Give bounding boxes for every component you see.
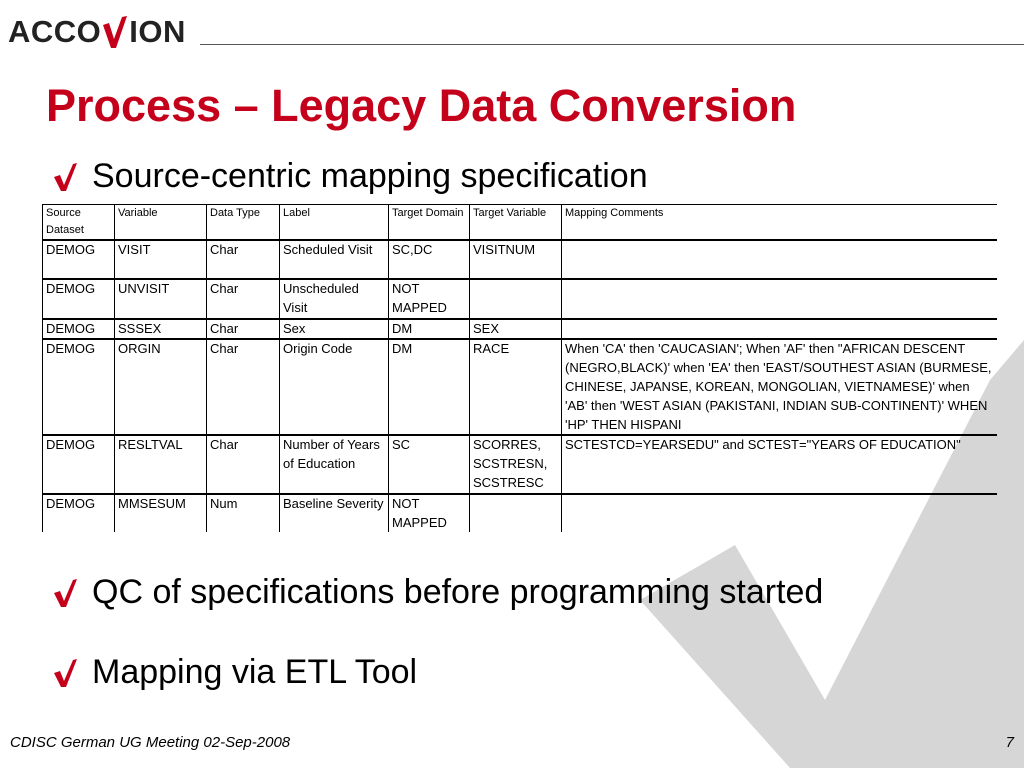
column-header: Target Variable [470,205,562,241]
table-cell: UNVISIT [115,279,207,319]
table-cell: ORGIN [115,339,207,435]
table-cell: Unscheduled Visit [280,279,389,319]
column-header: Data Type [207,205,280,241]
table-cell: Char [207,319,280,340]
table-cell [562,319,998,340]
table-cell [470,279,562,319]
table-cell: SSSEX [115,319,207,340]
table-cell: Baseline Severity [280,494,389,533]
table-row [43,435,998,493]
table-row [43,494,998,533]
table-cell: VISITNUM [470,240,562,279]
column-header: Label [280,205,389,241]
bullet-text: QC of specifications before programming started [92,573,824,611]
table-cell: Char [207,435,280,493]
table-cell: Scheduled Visit [280,240,389,279]
bullet-item [52,653,417,692]
table-cell: DEMOG [43,279,115,319]
accovion-logo [8,12,186,52]
table-cell [470,494,562,533]
logo-text-right: ION [129,14,186,49]
table-cell: SC,DC [389,240,470,279]
bullet-item [52,573,823,612]
check-mark-icon [52,578,78,608]
slide-title: Process – Legacy Data Conversion [46,80,797,131]
table-cell: SEX [470,319,562,340]
table-cell: DM [389,339,470,435]
table-cell: Num [207,494,280,533]
table-cell: DEMOG [43,435,115,493]
column-header: Variable [115,205,207,241]
footer-meeting-info: CDISC German UG Meeting 02-Sep-2008 [10,734,291,751]
table-cell: SC [389,435,470,493]
table-cell: Char [207,279,280,319]
bullet-text: Source-centric mapping specification [92,157,648,195]
table-row [43,339,998,435]
table-cell: DEMOG [43,494,115,533]
logo-check-icon [102,15,128,49]
table-cell: Origin Code [280,339,389,435]
table-cell: Char [207,240,280,279]
table-row [43,240,998,279]
check-mark-icon [52,162,78,192]
table-cell: SCTESTCD=YEARSEDU" and SCTEST="YEARS OF EDUCATION" [562,435,998,493]
table-cell: DEMOG [43,319,115,340]
footer-page-number: 7 [1005,734,1014,751]
table-cell: Char [207,339,280,435]
mapping-spec-table [42,204,997,546]
table-cell [562,494,998,533]
bullet-item [52,157,648,196]
table-row [43,279,998,319]
table-row [43,319,998,340]
logo-text-left: ACCO [8,14,102,49]
table-cell: RACE [470,339,562,435]
table-cell: Number of Years of Education [280,435,389,493]
column-header: Source Dataset [43,205,115,241]
table-cell [562,279,998,319]
table-cell: DEMOG [43,240,115,279]
check-mark-icon [52,658,78,688]
column-header: Mapping Comments [562,205,998,241]
table-cell: NOT MAPPED [389,494,470,533]
table-header-row [43,205,998,241]
bullet-text: Mapping via ETL Tool [92,653,418,691]
table-cell: MMSESUM [115,494,207,533]
table-cell: SCORRES, SCSTRESN, SCSTRESC [470,435,562,493]
header-divider [200,44,1024,45]
table-cell: RESLTVAL [115,435,207,493]
column-header: Target Domain [389,205,470,241]
table-cell: DEMOG [43,339,115,435]
table-cell: Sex [280,319,389,340]
table-cell: DM [389,319,470,340]
table-cell: NOT MAPPED [389,279,470,319]
table-cell: When 'CA' then 'CAUCASIAN'; When 'AF' then "AFRICAN DESCENT (NEGRO,BLACK)' when 'EA' then 'EAST/SOUTHEST ASIAN (BURMESE, CHINESE, JAPANSE, KOREAN, MONGOLIAN, VIETNAMESE)' when 'AB' then 'WEST ASIAN (PAKISTANI, INDIAN SUB-CONTINENT)' WHEN 'HP' THEN HISPANI [562,339,998,435]
table-cell: VISIT [115,240,207,279]
table-cell [562,240,998,279]
